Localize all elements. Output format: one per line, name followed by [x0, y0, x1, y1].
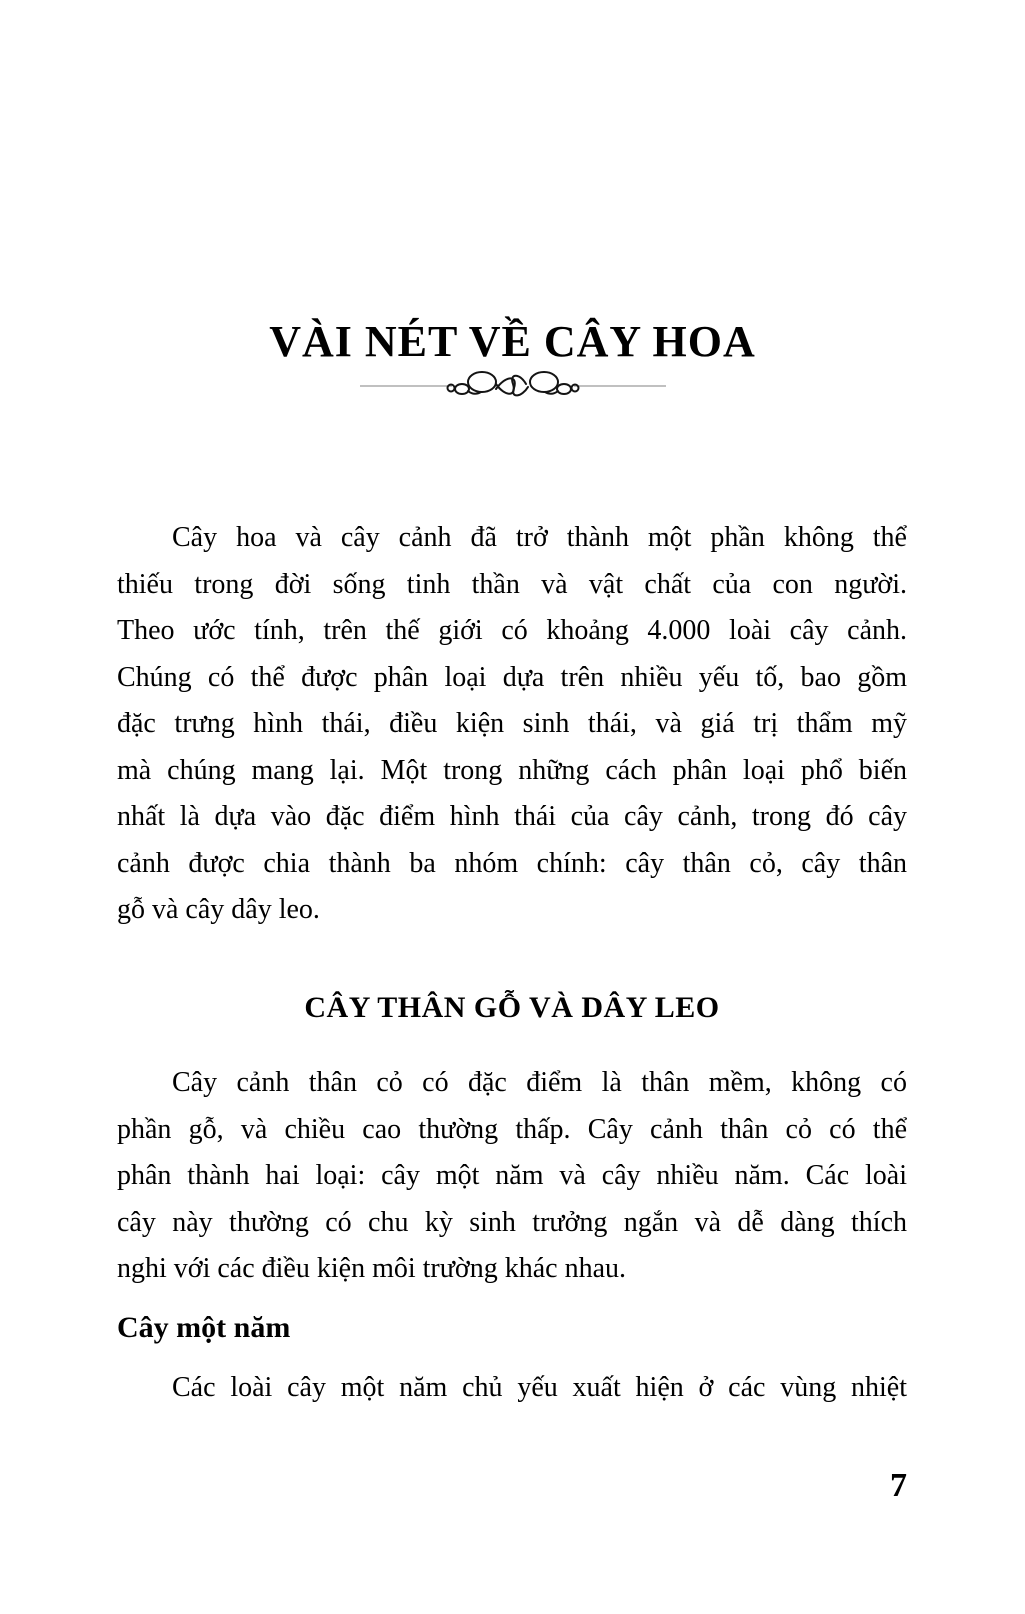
text-line: cảnh được chia thành ba nhóm chính: cây thân cỏ, cây thân — [117, 847, 907, 879]
chapter-title: VÀI NÉT VỀ CÂY HOA — [269, 317, 756, 366]
text-line: Theo ước tính, trên thế giới có khoảng 4.000 loài cây cảnh. — [117, 615, 907, 646]
text-line: Các loài cây một năm chủ yếu xuất hiện ở các vùng nhiệt — [172, 1372, 907, 1403]
text-line: thiếu trong đời sống tinh thần và vật chất của con người. — [117, 568, 907, 600]
page-number: 7 — [890, 1467, 907, 1504]
text-line: nhất là dựa vào đặc điểm hình thái của cây cảnh, trong đó cây — [117, 801, 907, 832]
subsection-heading: Cây một năm — [117, 1311, 291, 1344]
section-heading: CÂY THÂN GỖ VÀ DÂY LEO — [304, 991, 720, 1024]
text-line: Cây cảnh thân cỏ có đặc điểm là thân mềm, không có — [172, 1067, 907, 1098]
ornamental-divider — [358, 367, 668, 403]
text-line: Chúng có thể được phân loại dựa trên nhiều yếu tố, bao gồm — [117, 661, 907, 693]
text-line: Cây hoa và cây cảnh đã trở thành một phần không thể — [172, 522, 907, 553]
text-line: mà chúng mang lại. Một trong những cách phân loại phổ biến — [117, 754, 907, 786]
text-line: đặc trưng hình thái, điều kiện sinh thái, và giá trị thẩm mỹ — [117, 708, 907, 739]
flourish-divider-icon — [358, 367, 668, 403]
text-line: nghi với các điều kiện môi trường khác nhau. — [117, 1253, 626, 1284]
text-line: phần gỗ, và chiều cao thường thấp. Cây cảnh thân cỏ có thể — [117, 1113, 907, 1145]
subsection-paragraph — [117, 1365, 907, 1412]
text-line: phân thành hai loại: cây một năm và cây nhiều năm. Các loài — [117, 1160, 907, 1191]
section-paragraph — [117, 1060, 907, 1293]
text-line: gỗ và cây dây leo. — [117, 894, 320, 925]
intro-paragraph — [117, 515, 907, 934]
text-line: cây này thường có chu kỳ sinh trưởng ngắn và dễ dàng thích — [117, 1206, 907, 1238]
